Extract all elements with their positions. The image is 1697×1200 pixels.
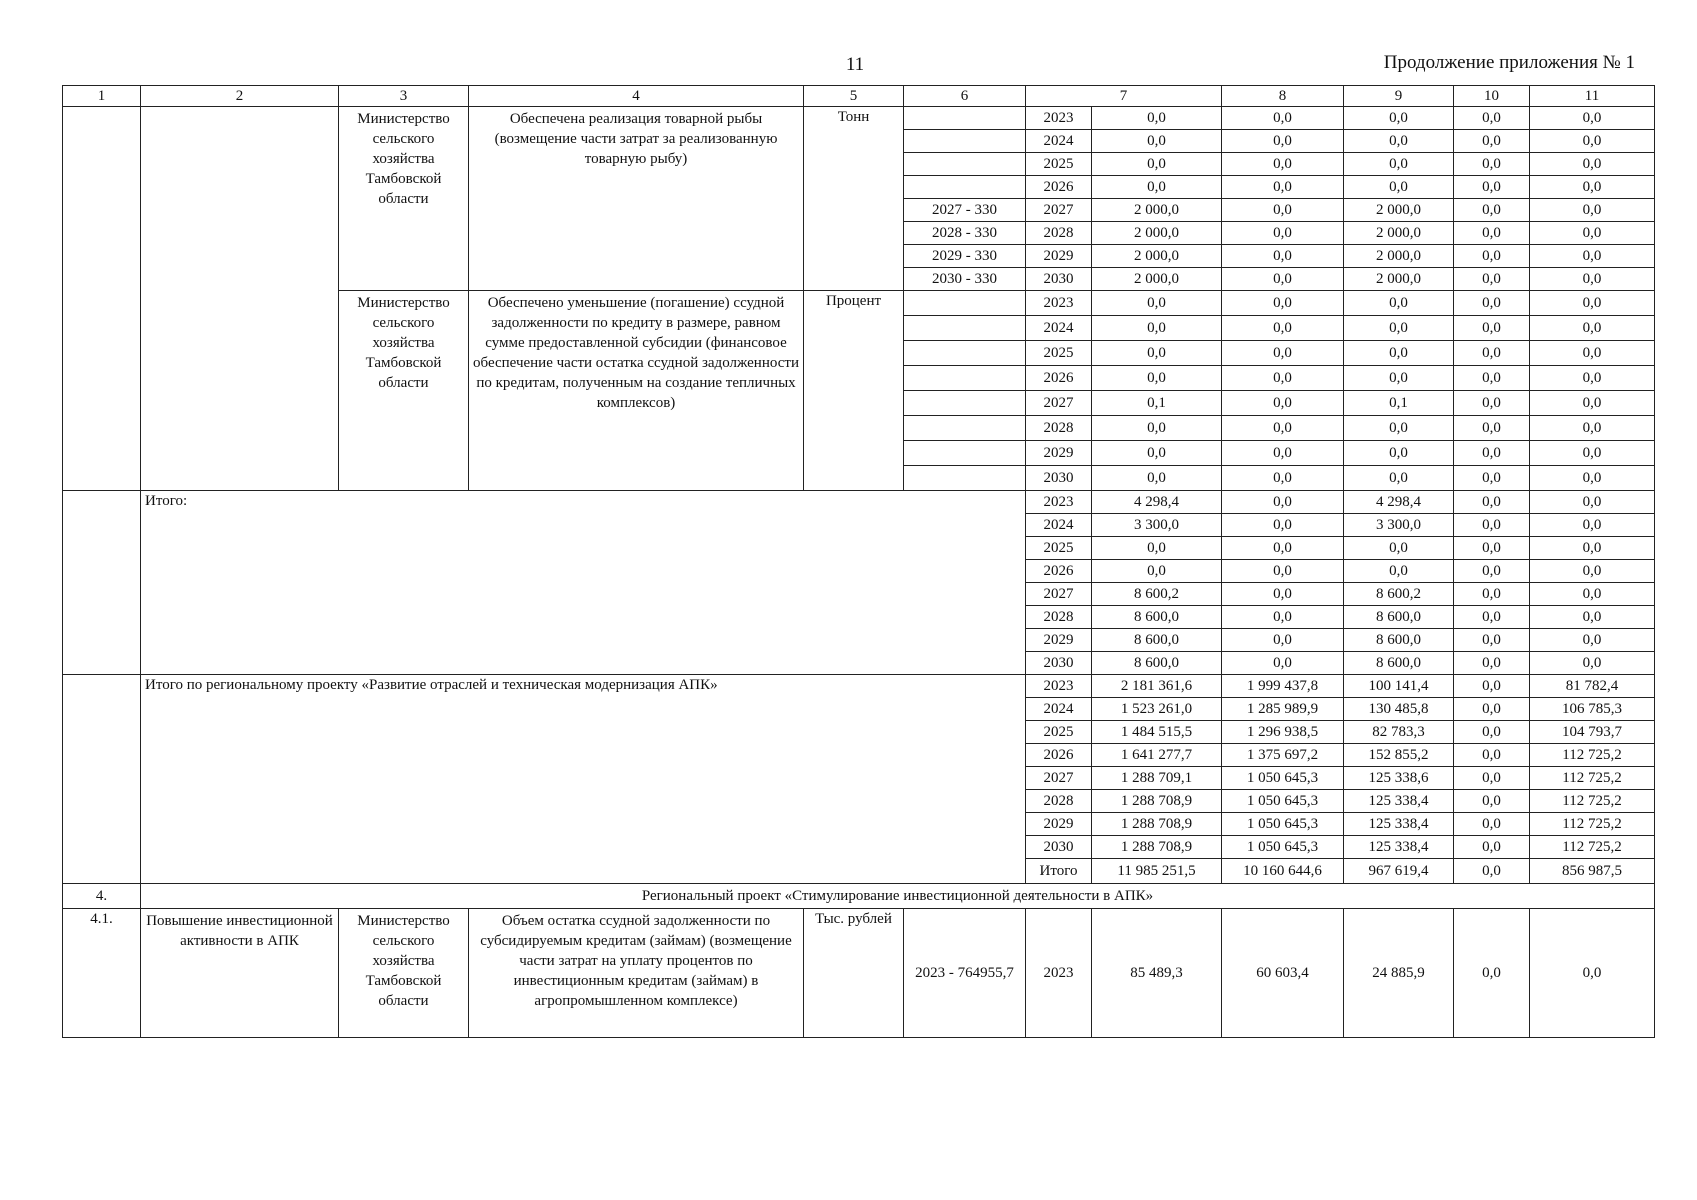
year-cell: 2026 [1026, 560, 1092, 583]
value-c9: 0,0 [1344, 466, 1454, 491]
value-c11: 856 987,5 [1530, 859, 1655, 884]
value-c11: 0,0 [1530, 537, 1655, 560]
value-c7: 2 000,0 [1092, 268, 1222, 291]
value-c11: 0,0 [1530, 560, 1655, 583]
col-header-7: 7 [1026, 86, 1222, 107]
value-c8: 1 050 645,3 [1222, 790, 1344, 813]
value-c11: 0,0 [1530, 652, 1655, 675]
value-c8: 0,0 [1222, 199, 1344, 222]
value-c9: 130 485,8 [1344, 698, 1454, 721]
value-c7: 1 288 709,1 [1092, 767, 1222, 790]
value-c7: 0,0 [1092, 341, 1222, 366]
year-cell: 2026 [1026, 176, 1092, 199]
section-title: Региональный проект «Стимулирование инвестиционной деятельности в АПК» [141, 884, 1655, 909]
value-c8: 0,0 [1222, 291, 1344, 316]
value-c11: 0,0 [1530, 130, 1655, 153]
value-c7: 0,0 [1092, 130, 1222, 153]
value-c8: 1 375 697,2 [1222, 744, 1344, 767]
value-c11: 0,0 [1530, 245, 1655, 268]
value-c8: 0,0 [1222, 176, 1344, 199]
value-c9: 2 000,0 [1344, 268, 1454, 291]
value-c11: 106 785,3 [1530, 698, 1655, 721]
row-number: 4.1. [63, 909, 141, 1038]
year-cell: 2023 [1026, 291, 1092, 316]
value-c8: 0,0 [1222, 107, 1344, 130]
value-c7: 2 181 361,6 [1092, 675, 1222, 698]
value-c10: 0,0 [1454, 583, 1530, 606]
target-value [904, 107, 1026, 130]
value-c9: 0,0 [1344, 441, 1454, 466]
value-c7: 0,1 [1092, 391, 1222, 416]
responsible-cell: Министерство сельского хозяйства Тамбовской области [339, 107, 469, 291]
value-c10: 0,0 [1454, 813, 1530, 836]
value-c9: 0,1 [1344, 391, 1454, 416]
value-c8: 0,0 [1222, 245, 1344, 268]
value-c8: 0,0 [1222, 560, 1344, 583]
section-number: 4. [63, 884, 141, 909]
value-c10: 0,0 [1454, 859, 1530, 884]
value-c11: 112 725,2 [1530, 790, 1655, 813]
value-c7: 8 600,0 [1092, 652, 1222, 675]
value-c11: 112 725,2 [1530, 744, 1655, 767]
col-header-3: 3 [339, 86, 469, 107]
value-c8: 0,0 [1222, 316, 1344, 341]
target-value [904, 316, 1026, 341]
value-c10: 0,0 [1454, 675, 1530, 698]
empty-number-cell [63, 491, 141, 675]
unit-cell: Процент [804, 291, 904, 491]
col-header-1: 1 [63, 86, 141, 107]
value-c8: 0,0 [1222, 537, 1344, 560]
value-c8: 0,0 [1222, 466, 1344, 491]
value-c9: 0,0 [1344, 153, 1454, 176]
value-c9: 0,0 [1344, 130, 1454, 153]
value-c11: 0,0 [1530, 107, 1655, 130]
empty-task-cell [141, 107, 339, 491]
value-c10: 0,0 [1454, 245, 1530, 268]
value-c8: 1 296 938,5 [1222, 721, 1344, 744]
unit-cell: Тонн [804, 107, 904, 291]
result-cell: Обеспечено уменьшение (погашение) ссудной задолженности по кредиту в размере, равном сумме предоставленной субсидии (финансовое обеспечение части остатка ссудной задолженности по кредитам, полученным на создание тепличных комплексов) [469, 291, 804, 491]
value-c10: 0,0 [1454, 606, 1530, 629]
value-c10: 0,0 [1454, 268, 1530, 291]
year-cell: 2023 [1026, 675, 1092, 698]
value-c11: 0,0 [1530, 416, 1655, 441]
target-value [904, 130, 1026, 153]
value-c9: 125 338,4 [1344, 836, 1454, 859]
value-c9: 24 885,9 [1344, 909, 1454, 1038]
value-c8: 0,0 [1222, 441, 1344, 466]
value-c8: 0,0 [1222, 416, 1344, 441]
value-c10: 0,0 [1454, 291, 1530, 316]
year-cell: Итого [1026, 859, 1092, 884]
value-c11: 0,0 [1530, 606, 1655, 629]
value-c8: 0,0 [1222, 268, 1344, 291]
value-c7: 4 298,4 [1092, 491, 1222, 514]
value-c10: 0,0 [1454, 491, 1530, 514]
year-cell: 2024 [1026, 130, 1092, 153]
value-c7: 0,0 [1092, 537, 1222, 560]
col-header-5: 5 [804, 86, 904, 107]
value-c8: 0,0 [1222, 341, 1344, 366]
target-value [904, 416, 1026, 441]
value-c8: 0,0 [1222, 583, 1344, 606]
result-cell: Объем остатка ссудной задолженности по субсидируемым кредитам (займам) (возмещение части затрат на уплату процентов по инвестиционным кредитам (займам) в агропромышленном комплексе) [469, 909, 804, 1038]
target-value: 2023 - 764955,7 [904, 909, 1026, 1038]
value-c10: 0,0 [1454, 537, 1530, 560]
value-c10: 0,0 [1454, 416, 1530, 441]
table-row [63, 107, 1655, 130]
value-c11: 0,0 [1530, 629, 1655, 652]
value-c10: 0,0 [1454, 441, 1530, 466]
target-value: 2030 - 330 [904, 268, 1026, 291]
value-c7: 0,0 [1092, 107, 1222, 130]
value-c11: 0,0 [1530, 391, 1655, 416]
value-c11: 0,0 [1530, 366, 1655, 391]
unit-cell: Тыс. рублей [804, 909, 904, 1038]
value-c7: 1 484 515,5 [1092, 721, 1222, 744]
value-c10: 0,0 [1454, 176, 1530, 199]
value-c10: 0,0 [1454, 767, 1530, 790]
value-c8: 0,0 [1222, 391, 1344, 416]
value-c9: 2 000,0 [1344, 245, 1454, 268]
value-c9: 0,0 [1344, 316, 1454, 341]
value-c9: 2 000,0 [1344, 222, 1454, 245]
task-cell: Повышение инвестиционной активности в АПК [141, 909, 339, 1038]
value-c8: 0,0 [1222, 153, 1344, 176]
appendix-table [62, 85, 1655, 1038]
value-c7: 0,0 [1092, 441, 1222, 466]
year-cell: 2028 [1026, 222, 1092, 245]
target-value [904, 176, 1026, 199]
value-c9: 0,0 [1344, 341, 1454, 366]
value-c9: 4 298,4 [1344, 491, 1454, 514]
value-c11: 0,0 [1530, 441, 1655, 466]
year-cell: 2029 [1026, 245, 1092, 268]
col-header-8: 8 [1222, 86, 1344, 107]
year-cell: 2024 [1026, 316, 1092, 341]
value-c8: 1 050 645,3 [1222, 767, 1344, 790]
col-header-2: 2 [141, 86, 339, 107]
value-c9: 8 600,0 [1344, 606, 1454, 629]
year-cell: 2030 [1026, 652, 1092, 675]
value-c11: 112 725,2 [1530, 836, 1655, 859]
value-c7: 1 288 708,9 [1092, 813, 1222, 836]
value-c10: 0,0 [1454, 744, 1530, 767]
value-c10: 0,0 [1454, 316, 1530, 341]
year-cell: 2023 [1026, 491, 1092, 514]
value-c8: 10 160 644,6 [1222, 859, 1344, 884]
value-c7: 0,0 [1092, 153, 1222, 176]
value-c11: 112 725,2 [1530, 813, 1655, 836]
section-row [63, 884, 1655, 909]
value-c9: 125 338,6 [1344, 767, 1454, 790]
value-c8: 1 999 437,8 [1222, 675, 1344, 698]
year-cell: 2030 [1026, 836, 1092, 859]
value-c10: 0,0 [1454, 107, 1530, 130]
year-cell: 2023 [1026, 107, 1092, 130]
page-number: 11 [845, 54, 865, 75]
project-total-row [63, 675, 1655, 698]
value-c8: 0,0 [1222, 366, 1344, 391]
target-value [904, 441, 1026, 466]
value-c10: 0,0 [1454, 466, 1530, 491]
value-c7: 0,0 [1092, 466, 1222, 491]
value-c10: 0,0 [1454, 560, 1530, 583]
target-value: 2028 - 330 [904, 222, 1026, 245]
year-cell: 2027 [1026, 391, 1092, 416]
year-cell: 2028 [1026, 606, 1092, 629]
value-c10: 0,0 [1454, 153, 1530, 176]
total-label: Итого: [141, 491, 1026, 675]
year-cell: 2026 [1026, 366, 1092, 391]
value-c9: 2 000,0 [1344, 199, 1454, 222]
value-c11: 112 725,2 [1530, 767, 1655, 790]
value-c11: 104 793,7 [1530, 721, 1655, 744]
responsible-cell: Министерство сельского хозяйства Тамбовской области [339, 291, 469, 491]
value-c10: 0,0 [1454, 698, 1530, 721]
value-c9: 0,0 [1344, 560, 1454, 583]
value-c9: 8 600,0 [1344, 629, 1454, 652]
target-value [904, 366, 1026, 391]
value-c11: 0,0 [1530, 316, 1655, 341]
value-c7: 2 000,0 [1092, 222, 1222, 245]
year-cell: 2029 [1026, 813, 1092, 836]
value-c8: 0,0 [1222, 222, 1344, 245]
value-c10: 0,0 [1454, 199, 1530, 222]
year-cell: 2029 [1026, 629, 1092, 652]
value-c10: 0,0 [1454, 341, 1530, 366]
value-c11: 0,0 [1530, 909, 1655, 1038]
value-c11: 0,0 [1530, 176, 1655, 199]
value-c10: 0,0 [1454, 836, 1530, 859]
value-c11: 0,0 [1530, 466, 1655, 491]
value-c9: 152 855,2 [1344, 744, 1454, 767]
value-c7: 0,0 [1092, 291, 1222, 316]
responsible-cell: Министерство сельского хозяйства Тамбовской области [339, 909, 469, 1038]
value-c9: 3 300,0 [1344, 514, 1454, 537]
value-c7: 8 600,2 [1092, 583, 1222, 606]
value-c7: 3 300,0 [1092, 514, 1222, 537]
year-cell: 2025 [1026, 721, 1092, 744]
value-c7: 11 985 251,5 [1092, 859, 1222, 884]
value-c10: 0,0 [1454, 130, 1530, 153]
year-cell: 2024 [1026, 514, 1092, 537]
col-header-9: 9 [1344, 86, 1454, 107]
value-c7: 2 000,0 [1092, 199, 1222, 222]
value-c8: 1 050 645,3 [1222, 813, 1344, 836]
value-c10: 0,0 [1454, 790, 1530, 813]
year-cell: 2025 [1026, 341, 1092, 366]
target-value [904, 341, 1026, 366]
continuation-label: Продолжение приложения № 1 [1383, 52, 1635, 73]
value-c7: 2 000,0 [1092, 245, 1222, 268]
value-c11: 0,0 [1530, 341, 1655, 366]
value-c9: 0,0 [1344, 366, 1454, 391]
value-c7: 0,0 [1092, 416, 1222, 441]
value-c10: 0,0 [1454, 222, 1530, 245]
value-c11: 0,0 [1530, 583, 1655, 606]
value-c7: 0,0 [1092, 316, 1222, 341]
empty-number-cell [63, 107, 141, 491]
target-value [904, 391, 1026, 416]
year-cell: 2026 [1026, 744, 1092, 767]
value-c8: 0,0 [1222, 629, 1344, 652]
value-c9: 8 600,2 [1344, 583, 1454, 606]
value-c11: 0,0 [1530, 222, 1655, 245]
value-c8: 1 285 989,9 [1222, 698, 1344, 721]
year-cell: 2030 [1026, 268, 1092, 291]
year-cell: 2030 [1026, 466, 1092, 491]
value-c11: 0,0 [1530, 491, 1655, 514]
value-c11: 81 782,4 [1530, 675, 1655, 698]
value-c10: 0,0 [1454, 909, 1530, 1038]
value-c7: 1 641 277,7 [1092, 744, 1222, 767]
target-value: 2027 - 330 [904, 199, 1026, 222]
value-c9: 0,0 [1344, 416, 1454, 441]
target-value: 2029 - 330 [904, 245, 1026, 268]
year-cell: 2025 [1026, 537, 1092, 560]
year-cell: 2024 [1026, 698, 1092, 721]
year-cell: 2027 [1026, 199, 1092, 222]
value-c8: 0,0 [1222, 514, 1344, 537]
value-c8: 0,0 [1222, 606, 1344, 629]
value-c8: 1 050 645,3 [1222, 836, 1344, 859]
value-c7: 1 288 708,9 [1092, 790, 1222, 813]
value-c9: 967 619,4 [1344, 859, 1454, 884]
value-c8: 0,0 [1222, 652, 1344, 675]
value-c9: 0,0 [1344, 537, 1454, 560]
target-value [904, 466, 1026, 491]
value-c7: 1 288 708,9 [1092, 836, 1222, 859]
value-c9: 0,0 [1344, 107, 1454, 130]
value-c7: 1 523 261,0 [1092, 698, 1222, 721]
value-c11: 0,0 [1530, 268, 1655, 291]
value-c7: 0,0 [1092, 366, 1222, 391]
value-c8: 60 603,4 [1222, 909, 1344, 1038]
col-header-4: 4 [469, 86, 804, 107]
year-cell: 2028 [1026, 416, 1092, 441]
value-c7: 0,0 [1092, 176, 1222, 199]
value-c9: 82 783,3 [1344, 721, 1454, 744]
year-cell: 2029 [1026, 441, 1092, 466]
value-c10: 0,0 [1454, 366, 1530, 391]
target-value [904, 291, 1026, 316]
col-header-11: 11 [1530, 86, 1655, 107]
year-cell: 2025 [1026, 153, 1092, 176]
result-cell: Обеспечена реализация товарной рыбы (возмещение части затрат за реализованную товарную рыбу) [469, 107, 804, 291]
col-header-6: 6 [904, 86, 1026, 107]
value-c10: 0,0 [1454, 514, 1530, 537]
value-c9: 0,0 [1344, 176, 1454, 199]
empty-number-cell [63, 675, 141, 884]
value-c8: 0,0 [1222, 130, 1344, 153]
value-c11: 0,0 [1530, 153, 1655, 176]
year-cell: 2023 [1026, 909, 1092, 1038]
total-row [63, 491, 1655, 514]
value-c9: 125 338,4 [1344, 813, 1454, 836]
value-c11: 0,0 [1530, 199, 1655, 222]
value-c11: 0,0 [1530, 291, 1655, 316]
value-c7: 85 489,3 [1092, 909, 1222, 1038]
value-c9: 0,0 [1344, 291, 1454, 316]
year-cell: 2028 [1026, 790, 1092, 813]
project-total-label: Итого по региональному проекту «Развитие отраслей и техническая модернизация АПК» [141, 675, 1026, 884]
value-c7: 8 600,0 [1092, 629, 1222, 652]
value-c10: 0,0 [1454, 629, 1530, 652]
value-c7: 8 600,0 [1092, 606, 1222, 629]
year-cell: 2027 [1026, 583, 1092, 606]
value-c10: 0,0 [1454, 391, 1530, 416]
col-header-10: 10 [1454, 86, 1530, 107]
value-c9: 8 600,0 [1344, 652, 1454, 675]
value-c11: 0,0 [1530, 514, 1655, 537]
target-value [904, 153, 1026, 176]
value-c8: 0,0 [1222, 491, 1344, 514]
value-c10: 0,0 [1454, 652, 1530, 675]
value-c10: 0,0 [1454, 721, 1530, 744]
value-c9: 125 338,4 [1344, 790, 1454, 813]
row-4-1 [63, 909, 1655, 1038]
value-c7: 0,0 [1092, 560, 1222, 583]
column-header-row [63, 86, 1655, 107]
year-cell: 2027 [1026, 767, 1092, 790]
value-c9: 100 141,4 [1344, 675, 1454, 698]
